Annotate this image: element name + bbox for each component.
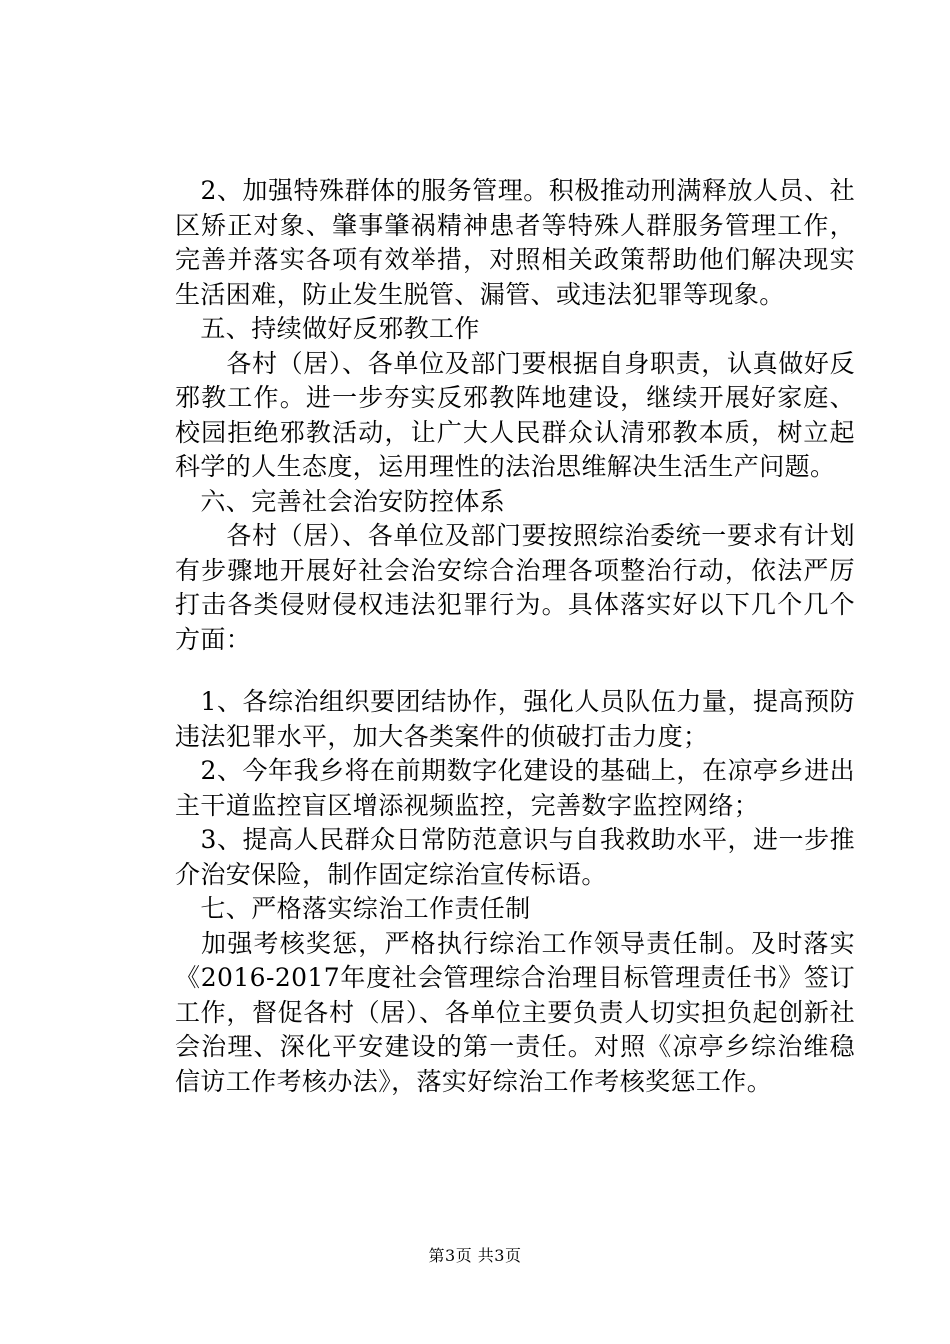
list-item-1: 1、各综治组织要团结协作，强化人员队伍力量，提高预防违法犯罪水平，加大各类案件的侦破打击力度； <box>175 687 855 751</box>
paragraph-gap <box>175 657 855 685</box>
paragraph-security-system: 各村（居）、各单位及部门要按照综治委统一要求有计划有步骤地开展好社会治安综合治理各项整治行动，依法严厉打击各类侵财侵权违法犯罪行为。具体落实好以下几个几个方面： <box>175 521 855 654</box>
heading-section-7: 七、严格落实综治工作责任制 <box>175 894 531 923</box>
heading-section-6: 六、完善社会治安防控体系 <box>175 486 506 516</box>
paragraph-special-groups: 2、加强特殊群体的服务管理。积极推动刑满释放人员、社区矫正对象、肇事肇祸精神患者等特殊人群服务管理工作，完善并落实各项有效举措，对照相关政策帮助他们解决现实生活困难，防止发生脱管、漏管、或违法犯罪等现象。 <box>175 176 855 309</box>
page-number-footer: 第3页 共3页 <box>428 1246 522 1265</box>
heading-section-5: 五、持续做好反邪教工作 <box>175 314 480 343</box>
list-item-2: 2、今年我乡将在前期数字化建设的基础上，在凉亭乡进出主干道监控盲区增添视频监控，完善数字监控网络； <box>175 756 855 820</box>
document-body <box>175 174 855 1099</box>
list-item-3: 3、提高人民群众日常防范意识与自我救助水平，进一步推介治安保险，制作固定综治宣传标语。 <box>175 825 855 889</box>
paragraph-responsibility: 加强考核奖惩，严格执行综治工作领导责任制。及时落实《2016-2017年度社会管理综合治理目标管理责任书》签订工作，督促各村（居）、各单位主要负责人切实担负起创新社会治理、深化平安建设的第一责任。对照《凉亭乡综治维稳信访工作考核办法》，落实好综治工作考核奖惩工作。 <box>175 928 855 1096</box>
paragraph-anti-cult: 各村（居）、各单位及部门要根据自身职责，认真做好反邪教工作。进一步夯实反邪教阵地建设，继续开展好家庭、校园拒绝邪教活动，让广大人民群众认清邪教本质，树立起科学的人生态度，运用理性的法治思维解决生活生产问题。 <box>175 348 855 481</box>
